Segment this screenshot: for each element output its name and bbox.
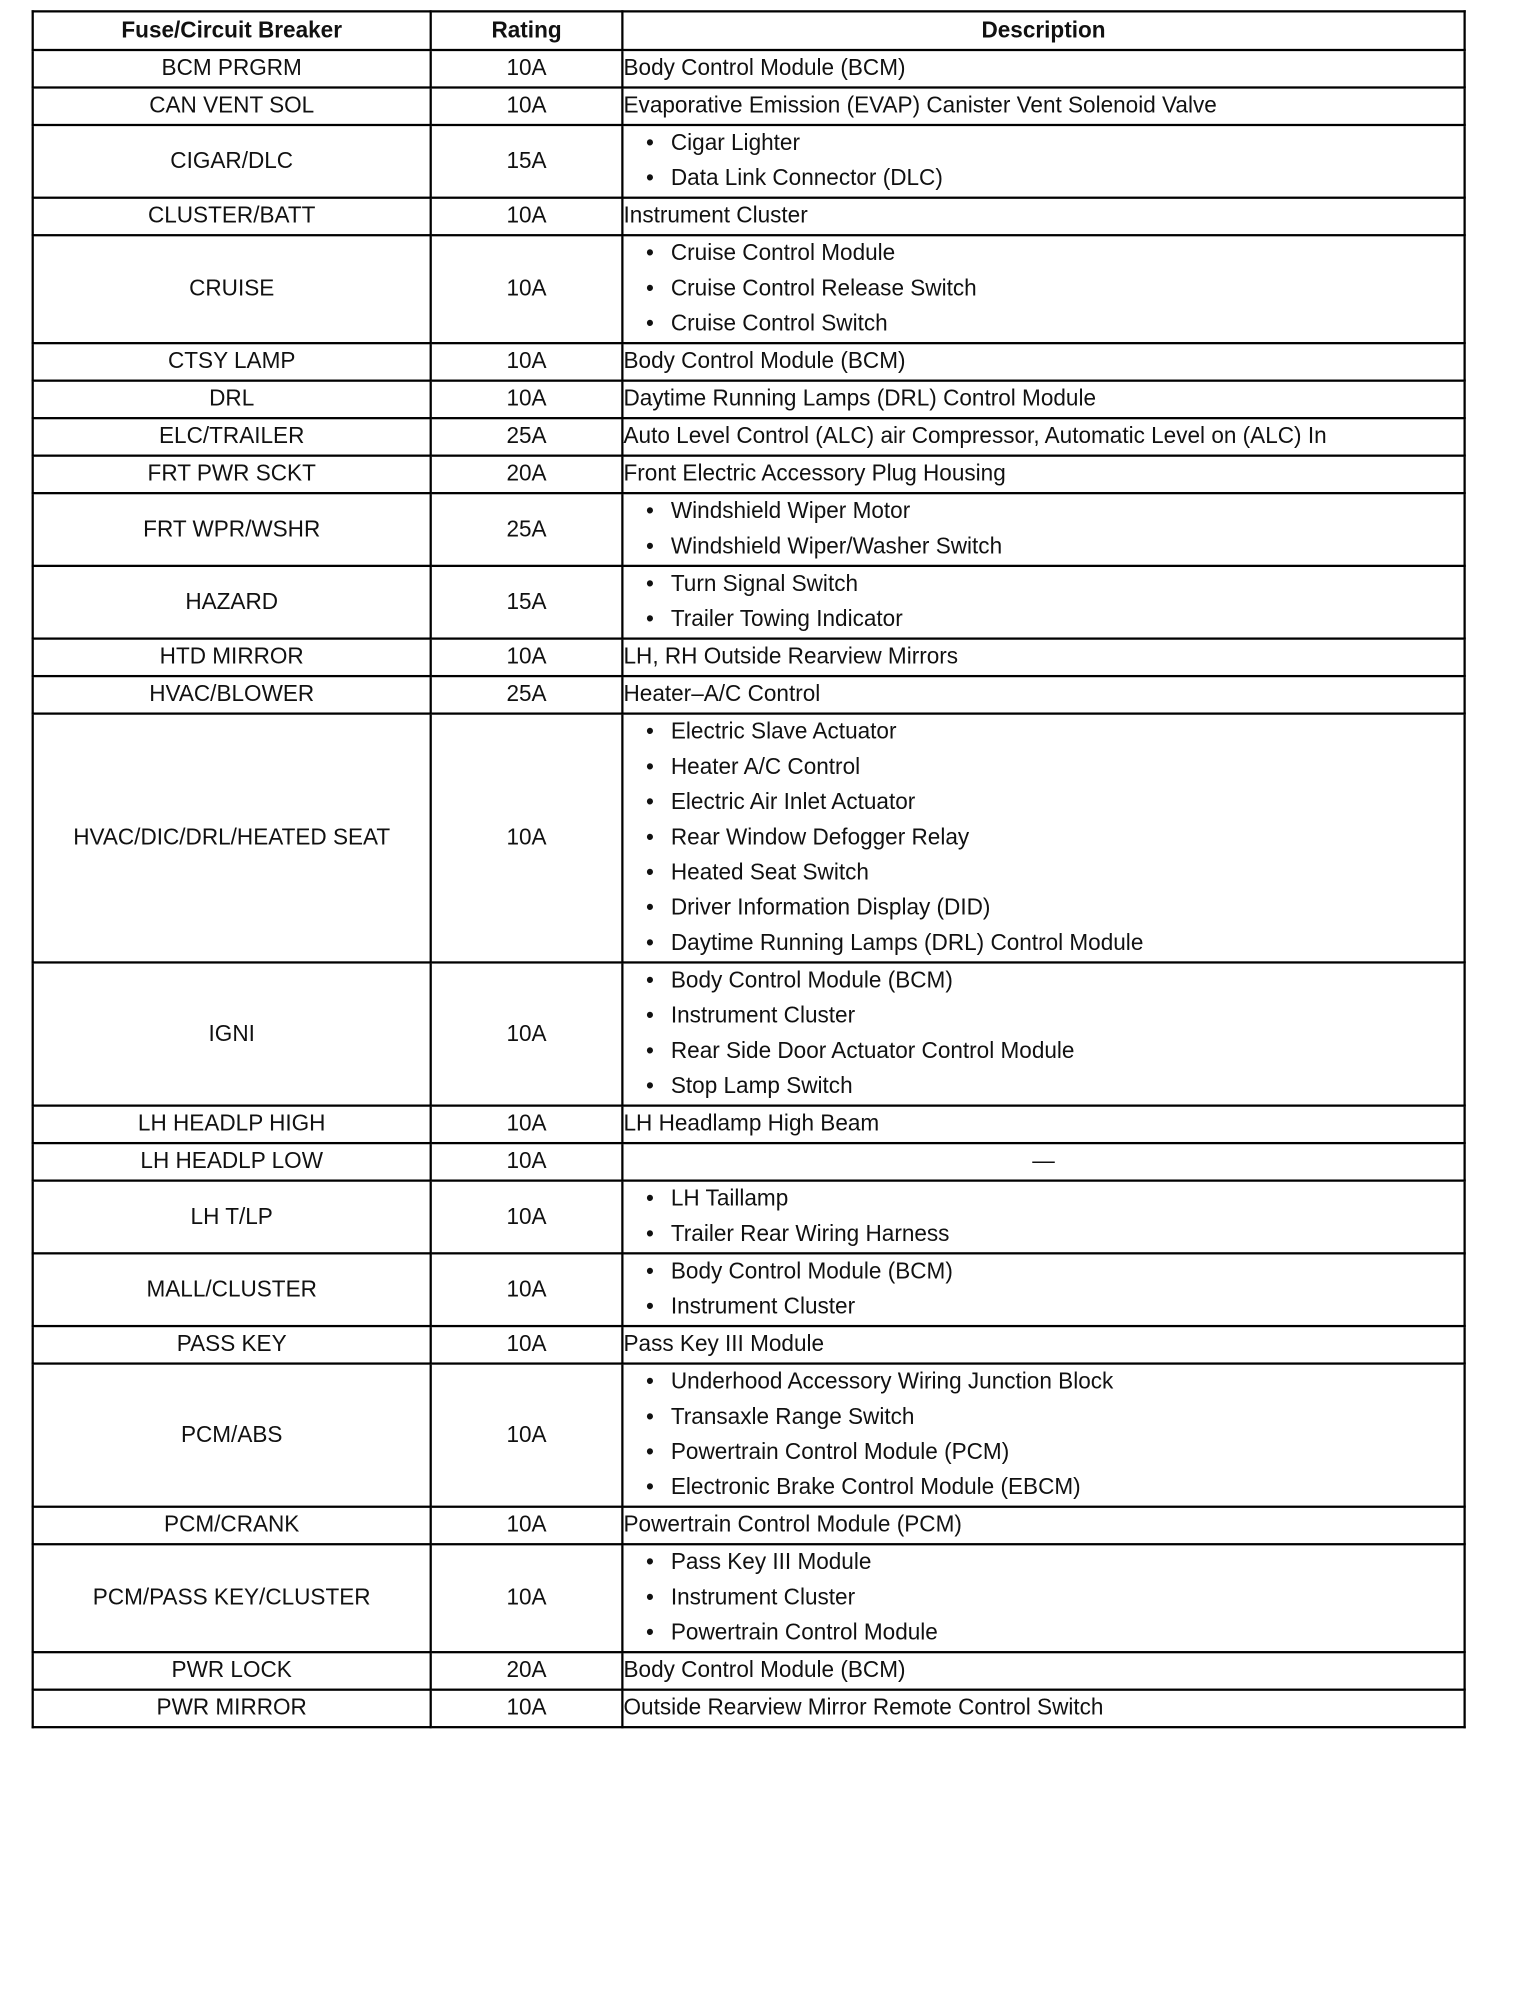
fuse-description [622, 1544, 1464, 1652]
fuse-rating: 15A [431, 125, 623, 198]
description-item: • Instrument Cluster [646, 1290, 1463, 1325]
fuse-name: FRT WPR/WSHR [33, 493, 431, 566]
description-list [624, 715, 1464, 962]
fuse-rating: 20A [431, 456, 623, 493]
fuse-rating: 10A [431, 639, 623, 676]
description-list [624, 236, 1464, 342]
description-list [624, 1182, 1464, 1252]
table-row [33, 1106, 1465, 1143]
fuse-rating: 10A [431, 1544, 623, 1652]
table-row [33, 456, 1465, 493]
fuse-description: LH, RH Outside Rearview Mirrors [622, 639, 1464, 676]
fuse-description: Instrument Cluster [622, 198, 1464, 235]
fuse-rating: 10A [431, 1364, 623, 1507]
table-row [33, 1364, 1465, 1507]
fuse-name: IGNI [33, 962, 431, 1105]
table-row [33, 962, 1465, 1105]
fuse-description: — [622, 1143, 1464, 1180]
table-row [33, 50, 1465, 87]
fuse-name: BCM PRGRM [33, 50, 431, 87]
fuse-rating: 10A [431, 50, 623, 87]
description-list [624, 494, 1464, 564]
description-item: • Instrument Cluster [646, 999, 1463, 1034]
table-row [33, 1507, 1465, 1544]
table-row [33, 1181, 1465, 1254]
table-row [33, 1253, 1465, 1326]
fuse-description [622, 493, 1464, 566]
fuse-description [622, 125, 1464, 198]
fuse-name: CTSY LAMP [33, 343, 431, 380]
table-row [33, 343, 1465, 380]
description-item: • Powertrain Control Module (PCM) [646, 1435, 1463, 1470]
description-item: • Body Control Module (BCM) [646, 964, 1463, 999]
description-item: • Cruise Control Switch [646, 307, 1463, 342]
fuse-rating: 10A [431, 1507, 623, 1544]
fuse-name: PCM/ABS [33, 1364, 431, 1507]
header-fuse: Fuse/Circuit Breaker [33, 11, 431, 50]
description-item: • Turn Signal Switch [646, 567, 1463, 602]
description-item: • Body Control Module (BCM) [646, 1254, 1463, 1289]
fuse-rating: 10A [431, 198, 623, 235]
fuse-description [622, 714, 1464, 963]
table-row [33, 198, 1465, 235]
description-list [624, 964, 1464, 1105]
fuse-rating: 10A [431, 1106, 623, 1143]
header-description: Description [622, 11, 1464, 50]
description-item: • Electronic Brake Control Module (EBCM) [646, 1470, 1463, 1505]
fuse-name: PCM/CRANK [33, 1507, 431, 1544]
table-row [33, 639, 1465, 676]
fuse-name: HTD MIRROR [33, 639, 431, 676]
fuse-rating: 10A [431, 1143, 623, 1180]
fuse-description [622, 962, 1464, 1105]
fuse-description: Daytime Running Lamps (DRL) Control Module [622, 381, 1464, 418]
table-row [33, 1544, 1465, 1652]
fuse-description: LH Headlamp High Beam [622, 1106, 1464, 1143]
fuse-name: DRL [33, 381, 431, 418]
fuse-name: FRT PWR SCKT [33, 456, 431, 493]
description-item: • Daytime Running Lamps (DRL) Control Module [646, 926, 1463, 961]
description-item: • Driver Information Display (DID) [646, 891, 1463, 926]
description-item: • Data Link Connector (DLC) [646, 161, 1463, 196]
fuse-name: HAZARD [33, 566, 431, 639]
header-row [33, 11, 1465, 50]
description-item: • Trailer Towing Indicator [646, 602, 1463, 637]
fuse-description [622, 1181, 1464, 1254]
fuse-rating: 10A [431, 235, 623, 343]
fuse-description [622, 1253, 1464, 1326]
fuse-description: Body Control Module (BCM) [622, 50, 1464, 87]
description-list [624, 1365, 1464, 1506]
table-row [33, 493, 1465, 566]
description-list [624, 1545, 1464, 1651]
description-list [624, 126, 1464, 196]
fuse-description: Outside Rearview Mirror Remote Control Switch [622, 1690, 1464, 1727]
fuse-rating: 10A [431, 1181, 623, 1254]
fuse-description: Body Control Module (BCM) [622, 343, 1464, 380]
description-item: • Underhood Accessory Wiring Junction Block [646, 1365, 1463, 1400]
fuse-name: PWR MIRROR [33, 1690, 431, 1727]
fuse-name: ELC/TRAILER [33, 418, 431, 455]
fuse-name: PASS KEY [33, 1326, 431, 1363]
fuse-description [622, 566, 1464, 639]
table-row [33, 125, 1465, 198]
fuse-description: Powertrain Control Module (PCM) [622, 1507, 1464, 1544]
table-row [33, 87, 1465, 124]
fuse-rating: 10A [431, 381, 623, 418]
description-item: • Transaxle Range Switch [646, 1400, 1463, 1435]
table-row [33, 1652, 1465, 1689]
table-row [33, 676, 1465, 713]
fuse-description: Evaporative Emission (EVAP) Canister Vent Solenoid Valve [622, 87, 1464, 124]
fuse-name: CIGAR/DLC [33, 125, 431, 198]
fuse-description: Heater–A/C Control [622, 676, 1464, 713]
description-item: • Trailer Rear Wiring Harness [646, 1217, 1463, 1252]
fuse-rating: 10A [431, 1326, 623, 1363]
fuse-rating: 10A [431, 1253, 623, 1326]
fuse-table [32, 10, 1466, 1728]
fuse-rating: 25A [431, 418, 623, 455]
table-row [33, 1326, 1465, 1363]
fuse-name: CLUSTER/BATT [33, 198, 431, 235]
description-item: • Windshield Wiper/Washer Switch [646, 530, 1463, 565]
description-item: • Pass Key III Module [646, 1545, 1463, 1580]
table-body [33, 50, 1465, 1727]
fuse-description [622, 235, 1464, 343]
fuse-description: Front Electric Accessory Plug Housing [622, 456, 1464, 493]
fuse-name: HVAC/BLOWER [33, 676, 431, 713]
fuse-name: HVAC/DIC/DRL/HEATED SEAT [33, 714, 431, 963]
fuse-name: PCM/PASS KEY/CLUSTER [33, 1544, 431, 1652]
fuse-name: LH HEADLP HIGH [33, 1106, 431, 1143]
table-row [33, 418, 1465, 455]
description-item: • Rear Side Door Actuator Control Module [646, 1034, 1463, 1069]
fuse-description: Pass Key III Module [622, 1326, 1464, 1363]
fuse-name: CRUISE [33, 235, 431, 343]
description-item: • Rear Window Defogger Relay [646, 820, 1463, 855]
fuse-name: LH T/LP [33, 1181, 431, 1254]
fuse-description: Auto Level Control (ALC) air Compressor, Automatic Level on (ALC) In [622, 418, 1464, 455]
description-item: • Cigar Lighter [646, 126, 1463, 161]
fuse-name: MALL/CLUSTER [33, 1253, 431, 1326]
description-item: • Heater A/C Control [646, 750, 1463, 785]
fuse-name: PWR LOCK [33, 1652, 431, 1689]
fuse-rating: 15A [431, 566, 623, 639]
table-row [33, 714, 1465, 963]
description-item: • Stop Lamp Switch [646, 1069, 1463, 1104]
table-row [33, 381, 1465, 418]
fuse-rating: 25A [431, 676, 623, 713]
fuse-rating: 10A [431, 1690, 623, 1727]
table-row [33, 1690, 1465, 1727]
description-list [624, 567, 1464, 637]
fuse-description [622, 1364, 1464, 1507]
description-item: • Powertrain Control Module [646, 1616, 1463, 1651]
fuse-rating: 10A [431, 962, 623, 1105]
description-item: • Cruise Control Release Switch [646, 272, 1463, 307]
header-rating: Rating [431, 11, 623, 50]
table-row [33, 1143, 1465, 1180]
description-item: • Electric Air Inlet Actuator [646, 785, 1463, 820]
description-list [624, 1254, 1464, 1324]
description-item: • LH Taillamp [646, 1182, 1463, 1217]
description-item: • Electric Slave Actuator [646, 715, 1463, 750]
fuse-name: CAN VENT SOL [33, 87, 431, 124]
table-row [33, 235, 1465, 343]
description-item: • Heated Seat Switch [646, 856, 1463, 891]
description-item: • Cruise Control Module [646, 236, 1463, 271]
fuse-rating: 20A [431, 1652, 623, 1689]
fuse-rating: 10A [431, 714, 623, 963]
description-item: • Instrument Cluster [646, 1581, 1463, 1616]
fuse-rating: 10A [431, 343, 623, 380]
fuse-name: LH HEADLP LOW [33, 1143, 431, 1180]
fuse-rating: 10A [431, 87, 623, 124]
fuse-description: Body Control Module (BCM) [622, 1652, 1464, 1689]
fuse-rating: 25A [431, 493, 623, 566]
table-row [33, 566, 1465, 639]
description-item: • Windshield Wiper Motor [646, 494, 1463, 529]
